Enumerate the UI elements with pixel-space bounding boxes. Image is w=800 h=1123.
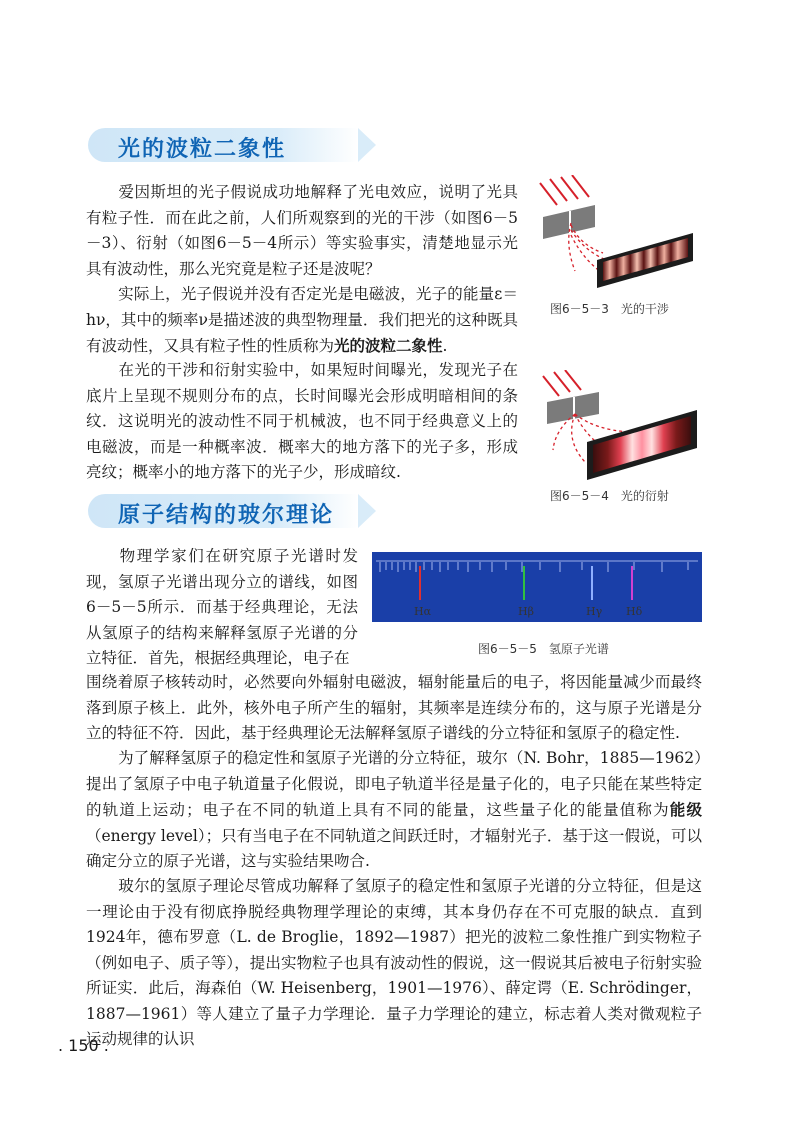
figure-caption-spectrum: 图6－5－5 氢原子光谱 [478,642,609,656]
spectrum-label-beta: Hβ [518,605,534,618]
paragraph-bohr-model: 为了解释氢原子的稳定性和氢原子光谱的分立特征，玻尔（N. Bohr，1885—1962）提出了氢原子中电子轨道量子化假说，即电子轨道半径是量子化的，电子只能在某些特定的轨道上运动；电子在不同的轨道上具有不同的能量，这些量子化的能量值称为能级（energy level）；只有当电子在不同轨道之间跃迁时，才辐射光子．基于这一假说，可以确定分立的原子光谱，这与实验结果吻合. [86,749,702,870]
figure-caption-diffraction: 图6－5－4 光的衍射 [550,489,669,503]
paragraph-probability: 在光的干涉和衍射实验中，如果短时间曝光，发现光子在底片上呈现不规则分布的点，长时间曝光会形成明暗相间的条纹．这说明光的波动性不同于机械波，也不同于经典意义上的电磁波，而是一种概率波．概率大的地方落下的光子多，形成亮纹；概率小的地方落下的光子少，形成暗纹. [86,361,518,481]
diffraction-figure [535,370,700,485]
section-heading-bohr: 原子结构的玻尔理论 [88,494,358,528]
interference-figure [535,175,700,295]
paragraph-spectrum-narrow: 物理学家们在研究原子光谱时发现，氢原子光谱出现分立的谱线，如图6－5－5所示．而基于经典理论，无法从氢原子的结构来解释氢原子光谱的分立特征．首先，根据经典理论，电子在 [86,547,358,667]
section-heading-wave-particle: 光的波粒二象性 [88,128,358,162]
spectrum-label-gamma: Hγ [586,605,603,618]
spectrum-label-alpha: Hα [414,605,432,618]
paragraph-intro: 爱因斯坦的光子假说成功地解释了光电效应，说明了光具有粒子性．而在此之前，人们所观察到的光的干涉（如图6－5－3）、衍射（如图6－5－4所示）等实验事实，清楚地显示光具有波动性，那么光究竟是粒子还是波呢？ [86,183,518,278]
spectrum-label-delta: Hδ [626,605,643,618]
figure-caption-interference: 图6－5－3 光的干涉 [550,302,669,316]
paragraph-spectrum-wide: 围绕着原子核转动时，必然要向外辐射电磁波，辐射能量后的电子，将因能量减少而最终落到原子核上．此外，核外电子所产生的辐射，其频率是连续分布的，这与原子光谱是分立的特征不符．因此，基于经典理论无法解释氢原子谱线的分立特征和氢原子的稳定性. [86,673,702,742]
paragraph-duality: 实际上，光子假说并没有否定光是电磁波，光子的能量ε＝hν，其中的频率ν是描述波的典型物理量．我们把光的这种既具有波动性，又具有粒子性的性质称为光的波粒二象性. [86,285,518,355]
page-number: . 150 . [58,1036,109,1055]
paragraph-quantum-mechanics: 玻尔的氢原子理论尽管成功解释了氢原子的稳定性和氢原子光谱的分立特征，但是这一理论由于没有彻底挣脱经典物理学理论的束缚，其本身仍存在不可克服的缺点．直到1924年，德布罗意（L. de Broglie，1892—1987）把光的波粒二象性推广到实物粒子（例如电子、质子等），提出实物粒子也具有波动性的假说，这一假说其后被电子衍射实验所证实．此后，海森伯（W. Heisenberg，1901—1976）、薛定谔（E. Schrödinger，1887—1961）等人建立了量子力学理论．量子力学理论的建立，标志着人类对微观粒子运动规律的认识 [86,877,702,1048]
